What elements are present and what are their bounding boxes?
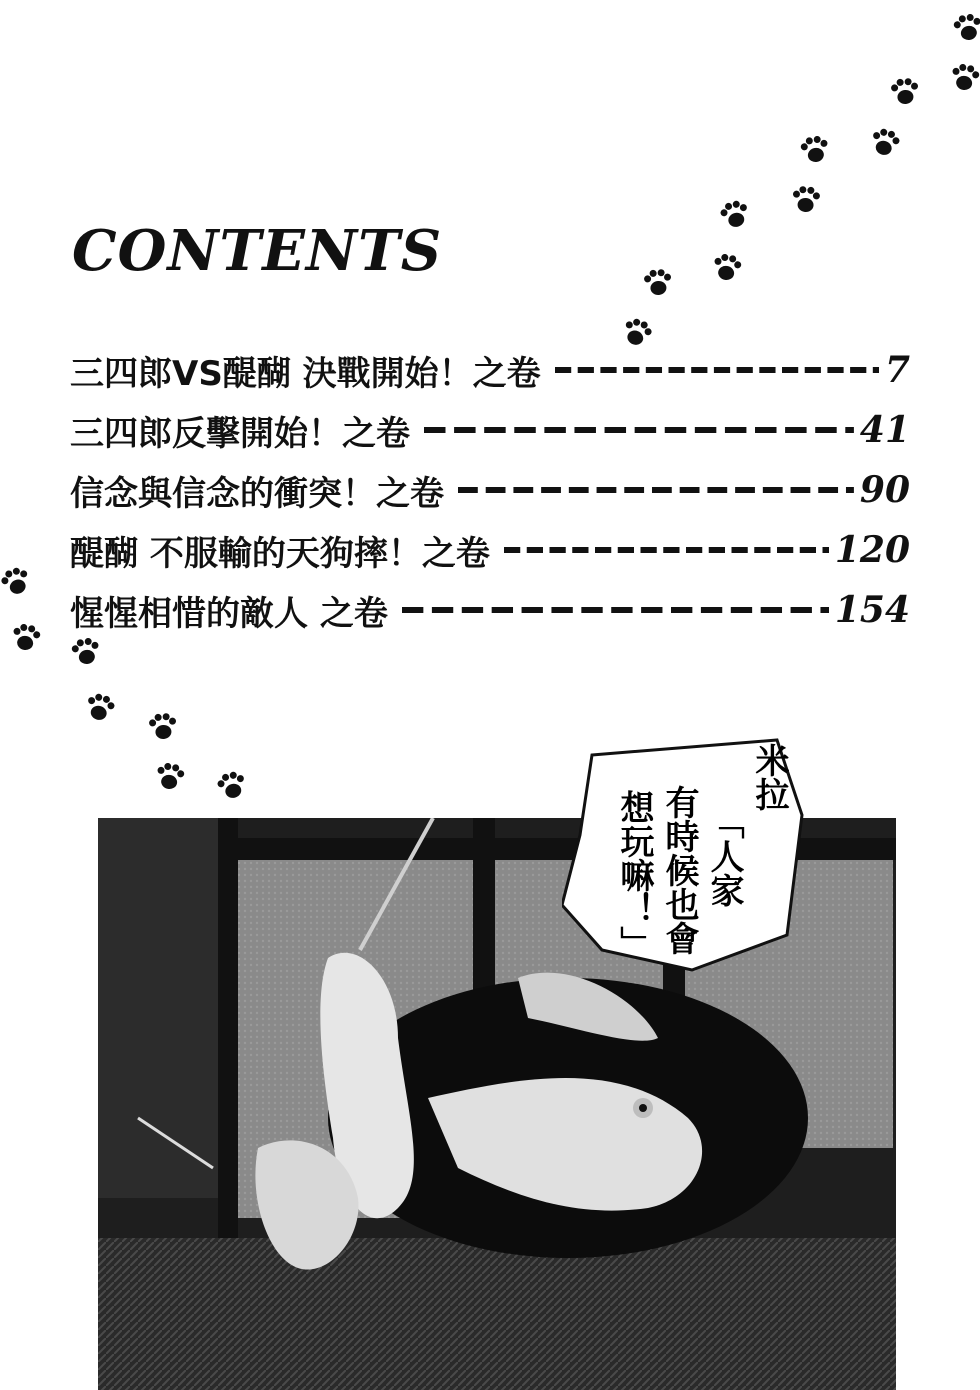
paw-print-icon: [945, 58, 980, 97]
toc-entry[interactable]: [70, 520, 910, 580]
paw-print-icon: [887, 74, 924, 111]
toc-entry-title: 三四郎反擊開始！之卷: [70, 413, 410, 454]
toc-entry-title: 三四郎VS醍醐 決戰開始！之卷: [70, 353, 541, 394]
toc-entry-title: 惺惺相惜的敵人 之卷: [70, 593, 388, 634]
paw-print-icon: [211, 765, 253, 807]
bubble-line-3: 想玩嘛！」: [614, 790, 654, 960]
paw-print-icon: [640, 265, 677, 302]
toc-entry-title: 醍醐 不服輸的天狗摔！之卷: [70, 533, 490, 574]
bubble-speaker: 米拉: [749, 743, 789, 811]
toc-entry-page: 154: [834, 589, 910, 631]
paw-print-icon: [864, 122, 906, 164]
toc-entry[interactable]: [70, 460, 910, 520]
toc-entry[interactable]: [70, 580, 910, 640]
toc-entry-page: 41: [859, 409, 910, 451]
paw-print-icon: [79, 687, 121, 729]
toc-leader-line: [458, 483, 854, 497]
toc-entry-title: 信念與信念的衝突！之卷: [70, 473, 444, 514]
paw-print-icon: [707, 248, 746, 287]
paw-print-icon: [788, 182, 825, 219]
toc-leader-line: [424, 423, 854, 437]
bubble-line-2: 有時候也會: [659, 785, 699, 955]
paw-print-icon: [66, 632, 105, 671]
toc-entry-page: 7: [884, 349, 910, 391]
paw-print-icon: [795, 130, 834, 169]
toc-leader-line: [555, 363, 879, 377]
toc-entry-page: 120: [834, 529, 910, 571]
paw-print-icon: [948, 8, 980, 47]
table-of-contents: [70, 340, 910, 640]
toc-leader-line: [504, 543, 829, 557]
page-title: CONTENTS: [72, 218, 443, 284]
toc-entry-page: 90: [859, 469, 910, 511]
bubble-line-1: 「人家: [704, 805, 744, 907]
paw-print-icon: [0, 560, 38, 604]
paw-print-icon: [6, 618, 45, 657]
paw-print-icon: [150, 757, 189, 796]
paw-print-icon: [714, 194, 756, 236]
speech-bubble: [562, 735, 812, 985]
paw-print-icon: [145, 709, 182, 746]
toc-leader-line: [402, 603, 829, 617]
toc-entry[interactable]: [70, 340, 910, 400]
toc-entry[interactable]: [70, 400, 910, 460]
